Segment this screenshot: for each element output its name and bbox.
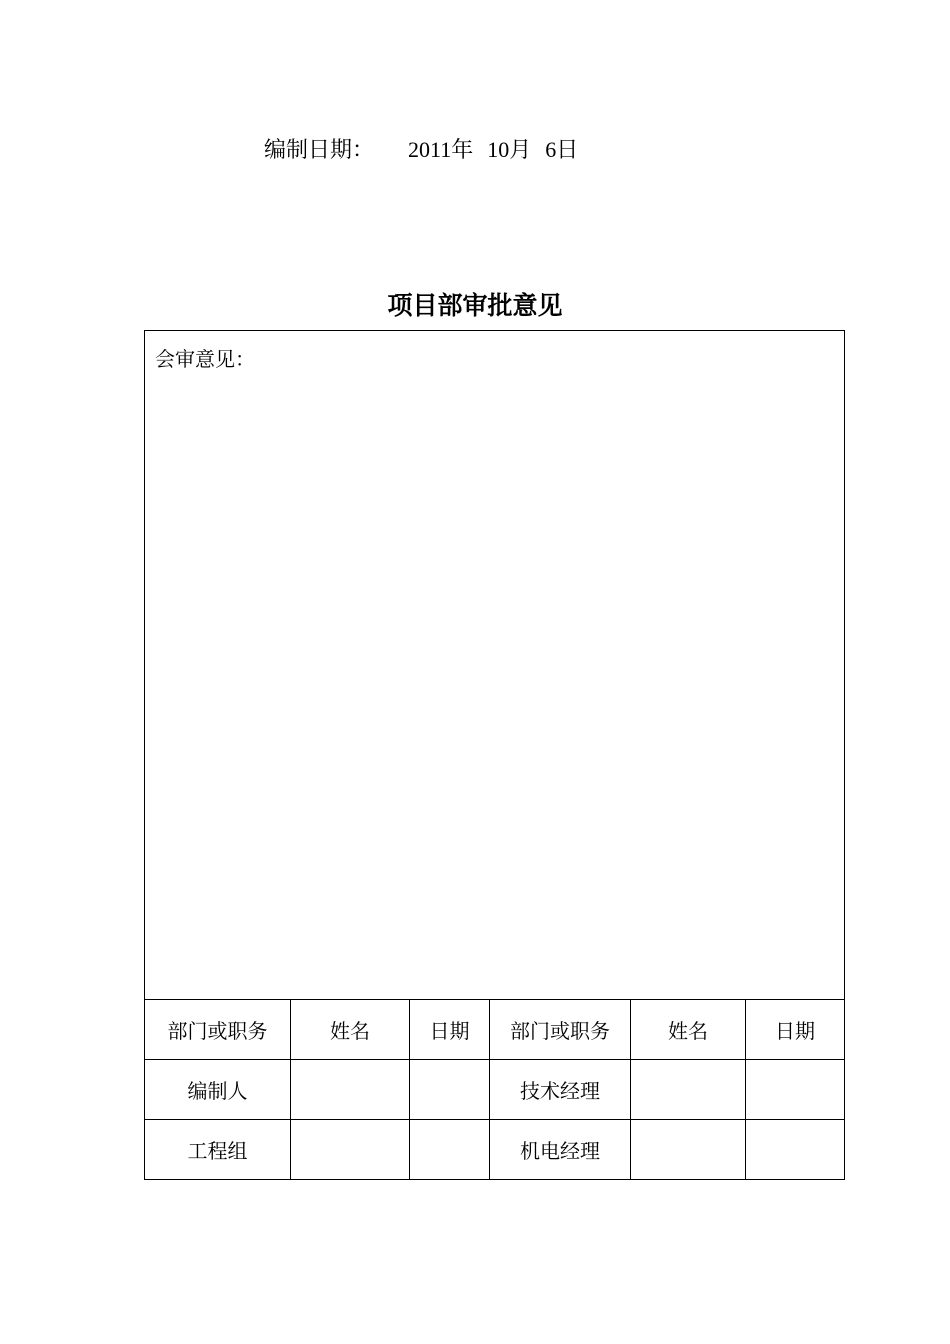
name-cell[interactable] bbox=[631, 1060, 746, 1120]
header-department: 部门或职务 bbox=[145, 1000, 291, 1060]
compile-date-month-unit: 月 bbox=[509, 138, 532, 163]
role-cell: 编制人 bbox=[145, 1060, 291, 1120]
header-name: 姓名 bbox=[291, 1000, 410, 1060]
compile-date-label: 编制日期： bbox=[264, 138, 375, 163]
approval-table bbox=[144, 330, 845, 1180]
header-date: 日期 bbox=[746, 1000, 845, 1060]
compile-date-year: 2011 bbox=[408, 137, 452, 162]
date-cell[interactable] bbox=[410, 1060, 490, 1120]
header-department: 部门或职务 bbox=[490, 1000, 631, 1060]
compile-date-line bbox=[264, 134, 578, 167]
table-row bbox=[145, 1060, 845, 1120]
date-cell[interactable] bbox=[746, 1120, 845, 1180]
header-name: 姓名 bbox=[631, 1000, 746, 1060]
compile-date-day: 6 bbox=[545, 137, 557, 162]
compile-date-day-unit: 日 bbox=[556, 138, 579, 163]
date-cell[interactable] bbox=[410, 1120, 490, 1180]
role-cell: 工程组 bbox=[145, 1120, 291, 1180]
name-cell[interactable] bbox=[291, 1120, 410, 1180]
opinion-label: 会审意见： bbox=[155, 347, 255, 371]
name-cell[interactable] bbox=[631, 1120, 746, 1180]
opinion-row bbox=[145, 331, 845, 1000]
table-row bbox=[145, 1120, 845, 1180]
header-date: 日期 bbox=[410, 1000, 490, 1060]
name-cell[interactable] bbox=[291, 1060, 410, 1120]
compile-date-year-unit: 年 bbox=[451, 138, 474, 163]
opinion-cell[interactable] bbox=[145, 331, 845, 1000]
table-header-row bbox=[145, 1000, 845, 1060]
date-cell[interactable] bbox=[746, 1060, 845, 1120]
role-cell: 机电经理 bbox=[490, 1120, 631, 1180]
compile-date-month: 10 bbox=[487, 137, 510, 162]
page-title: 项目部审批意见 bbox=[387, 291, 563, 320]
role-cell: 技术经理 bbox=[490, 1060, 631, 1120]
